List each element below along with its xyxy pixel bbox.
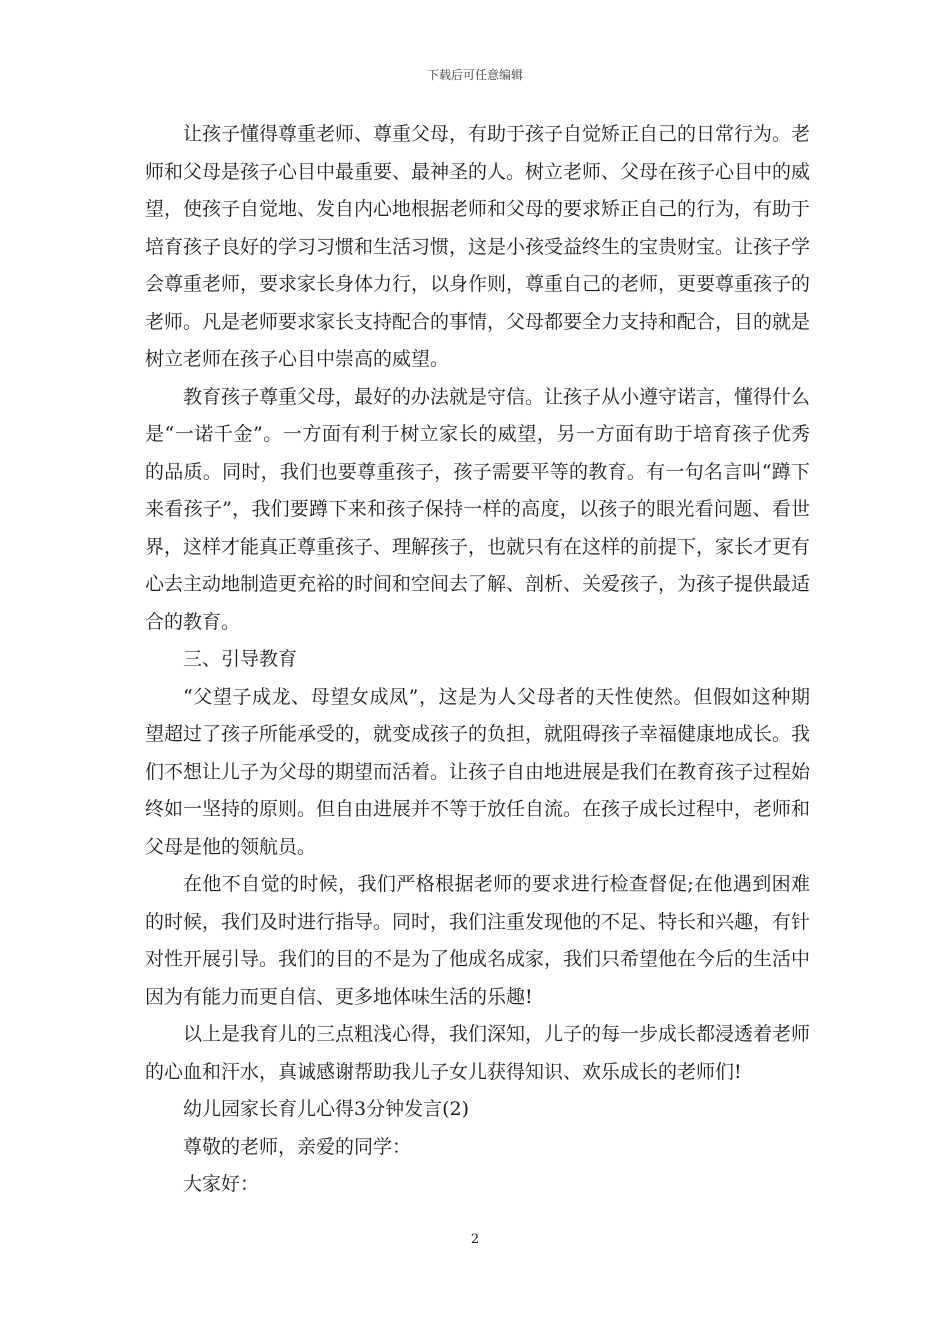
- article-title: 幼儿园家长育儿心得3分钟发言(2): [183, 1098, 470, 1120]
- paragraph: 以上是我育儿的三点粗浅心得，我们深知，儿子的每一步成长都浸透着老师的心血和汗水，真诚感谢帮助我儿子女儿获得知识、欢乐成长的老师们!: [145, 1023, 811, 1083]
- paragraph: 让孩子懂得尊重老师、尊重父母，有助于孩子自觉矫正自己的日常行为。老师和父母是孩子心目中最重要、最神圣的人。树立老师、父母在孩子心目中的威望，使孩子自觉地、发自内心地根据老师和父母的要求矫正自己的行为，有助于培育孩子良好的学习习惯和生活习惯，这是小孩受益终生的宝贵财宝。让孩子学会尊重老师，要求家长身体力行，以身作则，尊重自己的老师，更要尊重孩子的老师。凡是老师要求家长支持配合的事情，父母都要全力支持和配合，目的就是树立老师在孩子心目中崇高的威望。: [145, 123, 811, 370]
- page-header: 下载后可任意编辑: [426, 68, 523, 82]
- paragraph: 教育孩子尊重父母，最好的办法就是守信。让孩子从小遵守诺言，懂得什么是“一诺千金”。一方面有利于树立家长的威望，另一方面有助于培育孩子优秀的品质。同时，我们也要尊重孩子，孩子需要平等的教育。有一句名言叫“蹲下来看孩子”，我们要蹲下来和孩子保持一样的高度，以孩子的眼光看问题、看世界，这样才能真正尊重孩子、理解孩子，也就只有在这样的前提下，家长才更有心去主动地制造更充裕的时间和空间去了解、剖析、关爱孩子，为孩子提供最适合的教育。: [145, 385, 811, 633]
- page-number: 2: [470, 1232, 480, 1247]
- paragraph: “父望子成龙、母望女成凤”，这是为人父母者的天性使然。但假如这种期望超过了孩子所能承受的，就变成孩子的负担，就阻碍孩子幸福健康地成长。我们不想让儿子为父母的期望而活着。让孩子自由地进展是我们在教育孩子过程始终如一坚持的原则。但自由进展并不等于放任自流。在孩子成长过程中，老师和父母是他的领航员。: [145, 685, 811, 858]
- greeting: 大家好：: [183, 1173, 260, 1195]
- paragraph: 在他不自觉的时候，我们严格根据老师的要求进行检查督促;在他遇到困难的时候，我们及时进行指导。同时，我们注重发现他的不足、特长和兴趣，有针对性开展引导。我们的目的不是为了他成名成家，我们只希望他在今后的生活中因为有能力而更自信、更多地体味生活的乐趣!: [145, 873, 811, 1008]
- document-body: [145, 116, 810, 1204]
- section-heading: 三、引导教育: [183, 648, 298, 670]
- salutation: 尊敬的老师，亲爱的同学：: [183, 1135, 412, 1158]
